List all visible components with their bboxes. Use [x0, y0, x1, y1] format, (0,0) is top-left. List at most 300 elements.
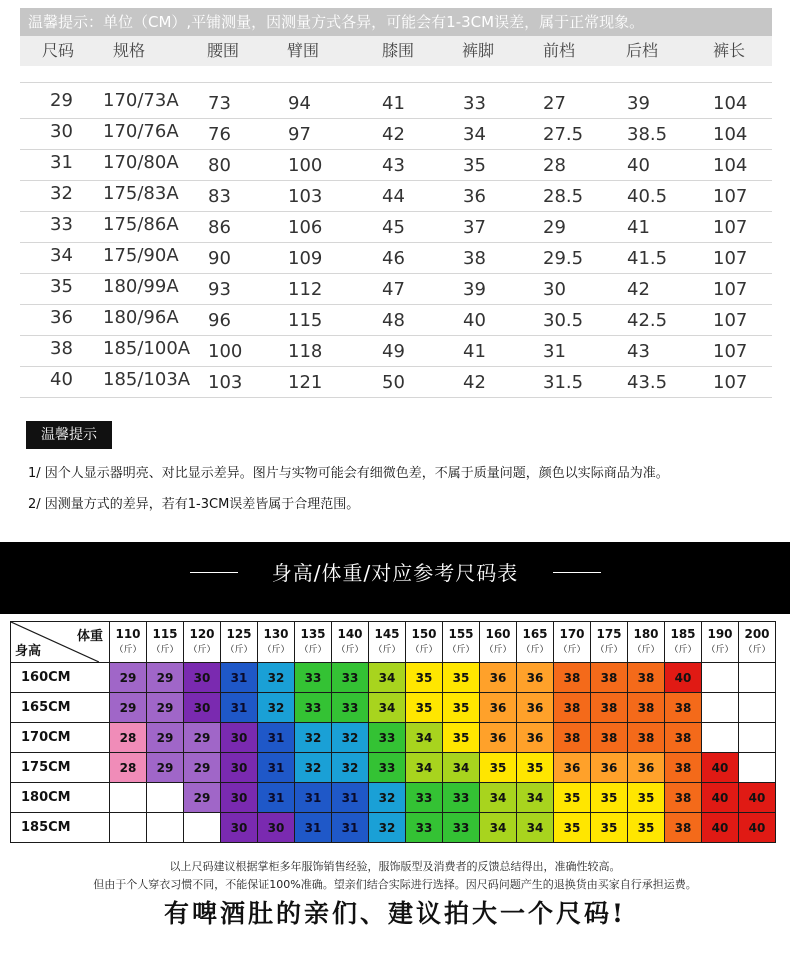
grid-height-row — [11, 783, 776, 813]
size-cell: 36 — [480, 663, 517, 693]
weight-unit: （斤） — [336, 645, 364, 655]
size-cell: 35 — [628, 813, 665, 843]
size-cell: 35 — [443, 663, 480, 693]
weight-value: 165 — [522, 627, 548, 641]
measurement-cell: 103 — [208, 372, 243, 393]
measurement-cell: 38 — [463, 248, 486, 269]
measurement-cell: 32 — [50, 183, 73, 204]
size-cell: 36 — [591, 753, 628, 783]
size-cell: 30 — [184, 693, 221, 723]
measurement-cell: 112 — [288, 279, 323, 300]
measurement-row — [20, 336, 772, 367]
measurement-cell: 115 — [288, 310, 323, 331]
weight-header-cell — [332, 622, 369, 663]
header-divider — [20, 82, 772, 83]
size-cell: 30 — [221, 753, 258, 783]
tip-badge: 温馨提示 — [26, 421, 112, 449]
measurement-cell: 100 — [208, 341, 243, 362]
measurement-cell: 44 — [382, 186, 405, 207]
size-cell: 29 — [147, 723, 184, 753]
size-cell: 38 — [591, 693, 628, 723]
measurement-cell: 41 — [627, 217, 650, 238]
weight-unit: （斤） — [632, 645, 660, 655]
measurement-row — [20, 274, 772, 305]
grid-height-row — [11, 663, 776, 693]
measurement-row — [20, 181, 772, 212]
slogan: 有啤酒肚的亲们、建议拍大一个尺码! — [164, 899, 626, 928]
size-cell: 32 — [369, 783, 406, 813]
weight-header-cell — [369, 622, 406, 663]
weight-value: 110 — [115, 627, 141, 641]
grid-height-row — [11, 723, 776, 753]
size-cell: 35 — [443, 693, 480, 723]
weight-header-cell — [480, 622, 517, 663]
weight-unit: （斤） — [188, 645, 216, 655]
size-cell: 29 — [147, 663, 184, 693]
measurement-cell: 45 — [382, 217, 405, 238]
measurement-cell: 36 — [50, 307, 73, 328]
weight-unit: （斤） — [484, 645, 512, 655]
measurement-cell: 107 — [713, 372, 748, 393]
header-length: 裤长 — [713, 41, 746, 60]
size-cell: 34 — [406, 723, 443, 753]
measurement-cell: 27.5 — [543, 124, 584, 145]
size-cell: 35 — [591, 813, 628, 843]
measurement-cell: 90 — [208, 248, 231, 269]
header-thigh: 臂围 — [287, 41, 320, 60]
size-cell: 32 — [369, 813, 406, 843]
measurement-cell: 40.5 — [627, 186, 668, 207]
measurement-cell: 27 — [543, 93, 566, 114]
measurement-cell: 41 — [382, 93, 405, 114]
measurement-cell: 30.5 — [543, 310, 584, 331]
measurement-row — [20, 119, 772, 150]
weight-unit: （斤） — [743, 645, 771, 655]
size-cell — [110, 783, 147, 813]
measurement-cell: 48 — [382, 310, 405, 331]
weight-unit: （斤） — [521, 645, 549, 655]
size-cell: 31 — [221, 663, 258, 693]
size-cell: 35 — [480, 753, 517, 783]
size-cell: 40 — [702, 783, 739, 813]
grid-height-row — [11, 813, 776, 843]
measurement-cell: 83 — [208, 186, 231, 207]
size-cell: 36 — [517, 693, 554, 723]
measurement-cell: 35 — [463, 155, 486, 176]
size-cell: 31 — [221, 693, 258, 723]
measurement-notice: 温馨提示：单位（CM）,平铺测量，因测量方式各异，可能会有1-3CM误差，属于正常现象。 — [20, 8, 772, 36]
measurement-row — [20, 212, 772, 243]
size-cell: 38 — [554, 723, 591, 753]
tip-line-2: 2/ 因测量方式的差异，若有1-3CM误差皆属于合理范围。 — [28, 497, 360, 512]
weight-header-cell — [702, 622, 739, 663]
measurement-cell: 170/73A — [103, 90, 179, 111]
size-cell: 30 — [258, 813, 295, 843]
size-reference-grid — [10, 621, 776, 843]
size-cell: 31 — [332, 813, 369, 843]
measurement-cell: 180/99A — [103, 276, 179, 297]
weight-header-cell — [591, 622, 628, 663]
size-cell: 29 — [184, 753, 221, 783]
measurement-cell: 34 — [463, 124, 486, 145]
size-cell — [702, 663, 739, 693]
measurement-cell: 80 — [208, 155, 231, 176]
banner-title: 身高/体重/对应参考尺码表 — [271, 561, 519, 585]
size-cell — [739, 723, 776, 753]
size-cell: 40 — [739, 813, 776, 843]
grid-height-row — [11, 693, 776, 723]
measurement-cell: 76 — [208, 124, 231, 145]
size-cell: 35 — [554, 783, 591, 813]
size-cell: 28 — [110, 723, 147, 753]
weight-header-cell — [258, 622, 295, 663]
tip-line-1: 1/ 因个人显示器明亮、对比显示差异。图片与实物可能会有细微色差，不属于质量问题，颜色以实际商品为准。 — [28, 466, 669, 481]
size-cell — [184, 813, 221, 843]
header-waist: 腰围 — [207, 41, 240, 60]
size-cell: 36 — [480, 723, 517, 753]
size-cell: 29 — [147, 753, 184, 783]
weight-header-cell — [628, 622, 665, 663]
weight-value: 145 — [374, 627, 400, 641]
measurement-row — [20, 243, 772, 274]
measurement-cell: 39 — [463, 279, 486, 300]
measurement-row — [20, 305, 772, 336]
weight-header-cell — [665, 622, 702, 663]
size-cell: 34 — [369, 693, 406, 723]
measurement-cell: 42 — [463, 372, 486, 393]
size-cell — [702, 693, 739, 723]
weight-value: 170 — [559, 627, 585, 641]
size-cell: 40 — [702, 813, 739, 843]
measurement-cell: 38.5 — [627, 124, 668, 145]
measurement-cell: 43 — [627, 341, 650, 362]
weight-value: 135 — [300, 627, 326, 641]
measurement-cell: 40 — [627, 155, 650, 176]
size-cell: 31 — [258, 723, 295, 753]
measurement-cell: 36 — [463, 186, 486, 207]
size-cell: 38 — [628, 693, 665, 723]
size-cell: 35 — [554, 813, 591, 843]
weight-unit: （斤） — [262, 645, 290, 655]
size-cell: 33 — [332, 693, 369, 723]
size-cell: 38 — [628, 723, 665, 753]
measurement-row — [20, 88, 772, 119]
size-cell — [147, 783, 184, 813]
size-chart-banner — [0, 542, 790, 614]
weight-header-cell — [517, 622, 554, 663]
weight-unit: （斤） — [225, 645, 253, 655]
footnote-2: 但由于个人穿衣习惯不同，不能保证100%准确。望亲们结合实际进行选择。因尺码问题产生的退换货由买家自行承担运费。 — [93, 878, 697, 891]
size-cell — [739, 693, 776, 723]
measurement-cell: 31 — [543, 341, 566, 362]
size-cell: 32 — [332, 723, 369, 753]
weight-unit: （斤） — [373, 645, 401, 655]
measurement-cell: 107 — [713, 310, 748, 331]
weight-header-cell — [739, 622, 776, 663]
grid-weight-row — [11, 622, 776, 663]
measurement-row — [20, 150, 772, 181]
weight-unit: （斤） — [558, 645, 586, 655]
weight-header-cell — [110, 622, 147, 663]
size-cell: 40 — [665, 663, 702, 693]
measurement-cell: 42 — [382, 124, 405, 145]
header-knee: 膝围 — [382, 41, 415, 60]
size-cell: 38 — [665, 723, 702, 753]
header-front-rise: 前档 — [543, 41, 576, 60]
measurement-cell: 29 — [50, 90, 73, 111]
size-cell: 34 — [369, 663, 406, 693]
weight-value: 130 — [263, 627, 289, 641]
banner-line-right — [553, 572, 601, 573]
measurement-cell: 47 — [382, 279, 405, 300]
height-label: 175CM — [11, 753, 110, 783]
height-label: 165CM — [11, 693, 110, 723]
size-cell: 34 — [480, 813, 517, 843]
measurement-cell: 29 — [543, 217, 566, 238]
weight-unit: （斤） — [114, 645, 142, 655]
size-cell: 30 — [184, 663, 221, 693]
measurement-cell: 97 — [288, 124, 311, 145]
measurement-cell: 175/83A — [103, 183, 179, 204]
size-cell: 34 — [517, 783, 554, 813]
size-cell: 32 — [258, 693, 295, 723]
measurement-cell: 118 — [288, 341, 323, 362]
weight-header-cell — [221, 622, 258, 663]
weight-header-cell — [295, 622, 332, 663]
size-cell: 35 — [517, 753, 554, 783]
size-cell: 29 — [184, 723, 221, 753]
weight-unit: （斤） — [595, 645, 623, 655]
weight-header-cell — [184, 622, 221, 663]
measurement-cell: 93 — [208, 279, 231, 300]
height-label: 180CM — [11, 783, 110, 813]
size-cell: 31 — [332, 783, 369, 813]
measurement-cell: 104 — [713, 155, 748, 176]
measurement-cell: 29.5 — [543, 248, 584, 269]
measurement-cell: 49 — [382, 341, 405, 362]
size-cell: 36 — [480, 693, 517, 723]
height-label: 160CM — [11, 663, 110, 693]
measurement-cell: 86 — [208, 217, 231, 238]
size-cell: 38 — [665, 693, 702, 723]
size-cell: 30 — [221, 813, 258, 843]
measurement-cell: 94 — [288, 93, 311, 114]
measurement-cell: 38 — [50, 338, 73, 359]
size-cell: 38 — [554, 663, 591, 693]
measurement-cell: 107 — [713, 279, 748, 300]
row-divider — [20, 397, 772, 398]
weight-value: 115 — [152, 627, 178, 641]
size-cell: 32 — [295, 753, 332, 783]
measurement-cell: 28.5 — [543, 186, 584, 207]
size-cell: 33 — [406, 783, 443, 813]
grid-corner — [11, 622, 110, 663]
weight-header-cell — [554, 622, 591, 663]
size-cell: 35 — [591, 783, 628, 813]
weight-value: 180 — [633, 627, 659, 641]
size-cell — [110, 813, 147, 843]
size-cell: 38 — [591, 723, 628, 753]
size-cell: 30 — [221, 723, 258, 753]
size-cell: 34 — [517, 813, 554, 843]
measurement-cell: 33 — [50, 214, 73, 235]
size-cell: 35 — [406, 693, 443, 723]
size-cell: 34 — [406, 753, 443, 783]
weight-unit: （斤） — [447, 645, 475, 655]
corner-weight-label: 体重 — [76, 629, 103, 644]
size-cell: 38 — [591, 663, 628, 693]
measurement-cell: 104 — [713, 124, 748, 145]
measurement-cell: 107 — [713, 248, 748, 269]
size-cell: 40 — [739, 783, 776, 813]
size-cell: 32 — [295, 723, 332, 753]
size-cell: 36 — [517, 723, 554, 753]
size-cell: 38 — [665, 813, 702, 843]
size-cell: 29 — [184, 783, 221, 813]
measurement-cell: 42 — [627, 279, 650, 300]
weight-value: 155 — [448, 627, 474, 641]
measurement-cell: 96 — [208, 310, 231, 331]
measurement-cell: 100 — [288, 155, 323, 176]
measurement-cell: 185/103A — [103, 369, 191, 390]
measurement-row — [20, 367, 772, 398]
size-cell: 31 — [258, 753, 295, 783]
header-spec: 规格 — [113, 41, 146, 60]
size-cell: 38 — [554, 693, 591, 723]
size-cell: 40 — [702, 753, 739, 783]
measurement-cell: 43 — [382, 155, 405, 176]
size-cell: 29 — [110, 693, 147, 723]
measurement-cell: 41.5 — [627, 248, 668, 269]
size-cell: 36 — [554, 753, 591, 783]
size-cell: 33 — [295, 693, 332, 723]
measurement-cell: 46 — [382, 248, 405, 269]
size-cell: 33 — [443, 813, 480, 843]
measurement-cell: 107 — [713, 186, 748, 207]
size-cell: 31 — [295, 783, 332, 813]
measurement-cell: 31 — [50, 152, 73, 173]
size-cell — [739, 663, 776, 693]
height-label: 185CM — [11, 813, 110, 843]
size-cell: 30 — [221, 783, 258, 813]
measurement-cell: 43.5 — [627, 372, 668, 393]
size-cell: 34 — [480, 783, 517, 813]
height-label: 170CM — [11, 723, 110, 753]
measurement-cell: 109 — [288, 248, 323, 269]
size-cell — [147, 813, 184, 843]
weight-value: 125 — [226, 627, 252, 641]
size-cell: 35 — [406, 663, 443, 693]
measurement-cell: 31.5 — [543, 372, 584, 393]
size-cell: 38 — [665, 753, 702, 783]
size-cell: 33 — [443, 783, 480, 813]
measurement-cell: 121 — [288, 372, 323, 393]
measurement-cell: 30 — [543, 279, 566, 300]
measurement-cell: 175/90A — [103, 245, 179, 266]
weight-unit: （斤） — [299, 645, 327, 655]
measurement-cell: 37 — [463, 217, 486, 238]
header-back-rise: 后档 — [626, 41, 659, 60]
measurement-cell: 39 — [627, 93, 650, 114]
measurement-cell: 175/86A — [103, 214, 179, 235]
size-cell: 32 — [258, 663, 295, 693]
measurement-cell: 42.5 — [627, 310, 668, 331]
measurement-cell: 170/80A — [103, 152, 179, 173]
weight-value: 150 — [411, 627, 437, 641]
measurement-cell: 28 — [543, 155, 566, 176]
size-cell: 31 — [295, 813, 332, 843]
size-cell: 29 — [110, 663, 147, 693]
measurement-cell: 34 — [50, 245, 73, 266]
weight-header-cell — [147, 622, 184, 663]
size-cell: 33 — [295, 663, 332, 693]
size-cell: 36 — [517, 663, 554, 693]
weight-unit: （斤） — [669, 645, 697, 655]
weight-value: 140 — [337, 627, 363, 641]
size-cell: 33 — [332, 663, 369, 693]
size-cell: 32 — [332, 753, 369, 783]
size-cell — [739, 753, 776, 783]
weight-header-cell — [406, 622, 443, 663]
weight-header-cell — [443, 622, 480, 663]
weight-unit: （斤） — [151, 645, 179, 655]
size-cell: 29 — [147, 693, 184, 723]
size-cell: 34 — [443, 753, 480, 783]
size-cell: 33 — [406, 813, 443, 843]
weight-value: 160 — [485, 627, 511, 641]
measurement-cell: 35 — [50, 276, 73, 297]
corner-height-label: 身高 — [15, 644, 42, 659]
weight-value: 175 — [596, 627, 622, 641]
measurement-cell: 107 — [713, 341, 748, 362]
size-cell: 33 — [369, 753, 406, 783]
weight-value: 120 — [189, 627, 215, 641]
measurement-cell: 180/96A — [103, 307, 179, 328]
weight-unit: （斤） — [706, 645, 734, 655]
footnote-1: 以上尺码建议根据掌柜多年服饰销售经验，服饰版型及消费者的反馈总结得出，准确性较高。 — [169, 860, 621, 873]
header-size: 尺码 — [42, 41, 75, 60]
weight-value: 190 — [707, 627, 733, 641]
measurement-cell: 40 — [50, 369, 73, 390]
measurement-cell: 30 — [50, 121, 73, 142]
size-cell: 28 — [110, 753, 147, 783]
size-cell: 36 — [628, 753, 665, 783]
measurement-cell: 170/76A — [103, 121, 179, 142]
measurement-cell: 106 — [288, 217, 323, 238]
measurement-cell: 40 — [463, 310, 486, 331]
measurement-cell: 185/100A — [103, 338, 191, 359]
measurement-cell: 104 — [713, 93, 748, 114]
size-cell: 38 — [628, 663, 665, 693]
size-cell: 35 — [628, 783, 665, 813]
size-cell: 38 — [665, 783, 702, 813]
measurement-cell: 73 — [208, 93, 231, 114]
size-cell: 35 — [443, 723, 480, 753]
weight-value: 200 — [744, 627, 770, 641]
measurement-cell: 33 — [463, 93, 486, 114]
grid-height-row — [11, 753, 776, 783]
size-cell: 31 — [258, 783, 295, 813]
measurement-cell: 50 — [382, 372, 405, 393]
measurement-cell: 107 — [713, 217, 748, 238]
weight-unit: （斤） — [410, 645, 438, 655]
header-hem: 裤脚 — [462, 41, 495, 60]
measurement-cell: 103 — [288, 186, 323, 207]
measurement-cell: 41 — [463, 341, 486, 362]
weight-value: 185 — [670, 627, 696, 641]
measurement-header-row — [20, 36, 772, 66]
size-cell: 33 — [369, 723, 406, 753]
